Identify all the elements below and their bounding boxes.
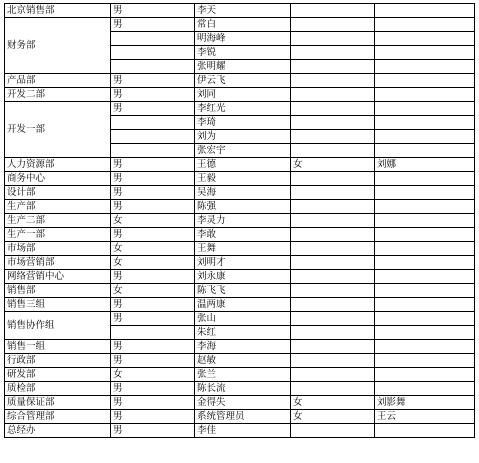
name-cell[interactable]: 李佳	[195, 424, 291, 438]
department-cell[interactable]: 销售一组	[5, 340, 111, 354]
name-cell[interactable]: 李海	[195, 340, 291, 354]
gender-cell[interactable]: 男	[111, 396, 195, 410]
gender-cell-2[interactable]	[291, 144, 375, 158]
name-cell[interactable]: 朱红	[195, 326, 291, 340]
name-cell[interactable]: 王德	[195, 158, 291, 172]
gender-cell[interactable]: 男	[111, 270, 195, 284]
gender-cell[interactable]: 女	[111, 214, 195, 228]
name-cell[interactable]: 温两康	[195, 298, 291, 312]
name-cell-2[interactable]	[375, 172, 475, 186]
table-row	[5, 200, 475, 214]
table-row	[5, 172, 475, 186]
table-row	[5, 158, 475, 172]
gender-cell-2[interactable]	[291, 60, 375, 74]
gender-cell-2[interactable]: 女	[291, 396, 375, 410]
table-row	[5, 242, 475, 256]
department-cell[interactable]: 销售协作组	[5, 312, 111, 340]
name-cell-2[interactable]	[375, 214, 475, 228]
name-cell-2[interactable]	[375, 186, 475, 200]
name-cell[interactable]: 刘为	[195, 130, 291, 144]
gender-cell-2[interactable]	[291, 74, 375, 88]
name-cell[interactable]: 王舞	[195, 242, 291, 256]
gender-cell[interactable]	[111, 144, 195, 158]
gender-cell-2[interactable]	[291, 228, 375, 242]
table-row	[5, 312, 475, 326]
department-cell[interactable]: 销售三组	[5, 298, 111, 312]
table-body	[5, 4, 475, 438]
table-row	[5, 284, 475, 298]
name-cell-2[interactable]	[375, 116, 475, 130]
table-row	[5, 256, 475, 270]
gender-cell[interactable]: 男	[111, 200, 195, 214]
gender-cell-2[interactable]	[291, 186, 375, 200]
name-cell[interactable]: 刘明才	[195, 256, 291, 270]
name-cell-2[interactable]	[375, 60, 475, 74]
name-cell[interactable]: 张兰	[195, 368, 291, 382]
gender-cell-2[interactable]: 女	[291, 158, 375, 172]
department-cell[interactable]: 开发一部	[5, 102, 111, 158]
gender-cell-2[interactable]	[291, 116, 375, 130]
name-cell[interactable]: 李锐	[195, 46, 291, 60]
name-cell[interactable]: 吴海	[195, 186, 291, 200]
name-cell[interactable]: 常白	[195, 18, 291, 32]
department-cell[interactable]: 研发部	[5, 368, 111, 382]
gender-cell-2[interactable]	[291, 256, 375, 270]
gender-cell[interactable]	[111, 46, 195, 60]
department-cell[interactable]: 商务中心	[5, 172, 111, 186]
table-row	[5, 424, 475, 438]
table-row	[5, 270, 475, 284]
table-row	[5, 354, 475, 368]
gender-cell-2[interactable]	[291, 368, 375, 382]
gender-cell-2[interactable]	[291, 298, 375, 312]
gender-cell[interactable]: 男	[111, 298, 195, 312]
name-cell-2[interactable]: 刘影舞	[375, 396, 475, 410]
name-cell[interactable]: 张宏宇	[195, 144, 291, 158]
gender-cell[interactable]: 男	[111, 312, 195, 326]
gender-cell[interactable]: 男	[111, 158, 195, 172]
table-row	[5, 382, 475, 396]
gender-cell[interactable]	[111, 130, 195, 144]
department-cell[interactable]: 销售部	[5, 284, 111, 298]
name-cell[interactable]: 金得失	[195, 396, 291, 410]
name-cell-2[interactable]	[375, 102, 475, 116]
name-cell[interactable]: 陈强	[195, 200, 291, 214]
name-cell-2[interactable]	[375, 340, 475, 354]
name-cell-2[interactable]: 刘娜	[375, 158, 475, 172]
gender-cell[interactable]: 男	[111, 340, 195, 354]
gender-cell[interactable]: 男	[111, 410, 195, 424]
gender-cell[interactable]: 男	[111, 424, 195, 438]
table-row	[5, 4, 475, 18]
name-cell[interactable]: 王毅	[195, 172, 291, 186]
name-cell-2[interactable]	[375, 130, 475, 144]
gender-cell-2[interactable]	[291, 172, 375, 186]
gender-cell-2[interactable]	[291, 340, 375, 354]
gender-cell[interactable]: 男	[111, 354, 195, 368]
gender-cell-2[interactable]	[291, 88, 375, 102]
gender-cell[interactable]: 女	[111, 256, 195, 270]
department-cell[interactable]: 生产二部	[5, 214, 111, 228]
gender-cell-2[interactable]	[291, 130, 375, 144]
table-row	[5, 214, 475, 228]
gender-cell[interactable]	[111, 32, 195, 46]
department-cell[interactable]: 产品部	[5, 74, 111, 88]
gender-cell[interactable]: 女	[111, 284, 195, 298]
gender-cell[interactable]: 男	[111, 4, 195, 18]
name-cell-2[interactable]	[375, 354, 475, 368]
name-cell-2[interactable]	[375, 298, 475, 312]
table-row	[5, 102, 475, 116]
name-cell-2[interactable]: 王云	[375, 410, 475, 424]
name-cell[interactable]: 李天	[195, 4, 291, 18]
department-cell[interactable]: 设计部	[5, 186, 111, 200]
gender-cell[interactable]: 男	[111, 74, 195, 88]
gender-cell-2[interactable]	[291, 270, 375, 284]
gender-cell-2[interactable]	[291, 424, 375, 438]
gender-cell-2[interactable]	[291, 214, 375, 228]
name-cell-2[interactable]	[375, 312, 475, 326]
name-cell-2[interactable]	[375, 228, 475, 242]
name-cell-2[interactable]	[375, 256, 475, 270]
department-cell[interactable]: 网络营销中心	[5, 270, 111, 284]
table-row	[5, 298, 475, 312]
gender-cell-2[interactable]	[291, 200, 375, 214]
name-cell[interactable]: 刘永康	[195, 270, 291, 284]
department-cell[interactable]: 总经办	[5, 424, 111, 438]
name-cell-2[interactable]	[375, 326, 475, 340]
name-cell-2[interactable]	[375, 424, 475, 438]
department-cell[interactable]: 质检部	[5, 382, 111, 396]
gender-cell-2[interactable]	[291, 312, 375, 326]
name-cell[interactable]: 系统管理员	[195, 410, 291, 424]
table-row	[5, 228, 475, 242]
table-row	[5, 340, 475, 354]
gender-cell[interactable]: 男	[111, 18, 195, 32]
name-cell-2[interactable]	[375, 200, 475, 214]
department-staff-table	[4, 3, 475, 438]
name-cell-2[interactable]	[375, 46, 475, 60]
gender-cell[interactable]	[111, 326, 195, 340]
gender-cell[interactable]: 男	[111, 172, 195, 186]
name-cell[interactable]: 李琦	[195, 116, 291, 130]
name-cell[interactable]: 陈长流	[195, 382, 291, 396]
name-cell[interactable]: 伊云飞	[195, 74, 291, 88]
gender-cell-2[interactable]	[291, 4, 375, 18]
table-row	[5, 186, 475, 200]
gender-cell[interactable]: 男	[111, 88, 195, 102]
department-cell[interactable]: 行政部	[5, 354, 111, 368]
department-cell[interactable]: 生产部	[5, 200, 111, 214]
name-cell[interactable]: 陈飞飞	[195, 284, 291, 298]
gender-cell[interactable]	[111, 60, 195, 74]
gender-cell-2[interactable]	[291, 46, 375, 60]
gender-cell[interactable]: 男	[111, 186, 195, 200]
name-cell-2[interactable]	[375, 74, 475, 88]
department-cell[interactable]: 市场营销部	[5, 256, 111, 270]
name-cell-2[interactable]	[375, 88, 475, 102]
gender-cell-2[interactable]	[291, 284, 375, 298]
name-cell-2[interactable]	[375, 270, 475, 284]
gender-cell[interactable]: 男	[111, 228, 195, 242]
department-cell[interactable]: 北京销售部	[5, 4, 111, 18]
department-cell[interactable]: 开发二部	[5, 88, 111, 102]
department-cell[interactable]: 人力资源部	[5, 158, 111, 172]
name-cell-2[interactable]	[375, 368, 475, 382]
name-cell[interactable]: 明海峰	[195, 32, 291, 46]
gender-cell-2[interactable]	[291, 18, 375, 32]
department-cell[interactable]: 生产一部	[5, 228, 111, 242]
table-row	[5, 396, 475, 410]
gender-cell-2[interactable]: 女	[291, 410, 375, 424]
name-cell-2[interactable]	[375, 144, 475, 158]
gender-cell[interactable]: 女	[111, 242, 195, 256]
gender-cell[interactable]: 女	[111, 368, 195, 382]
name-cell[interactable]: 李敢	[195, 228, 291, 242]
department-cell[interactable]: 市场部	[5, 242, 111, 256]
table-row	[5, 18, 475, 32]
name-cell[interactable]: 张明耀	[195, 60, 291, 74]
table-row	[5, 368, 475, 382]
table-row	[5, 88, 475, 102]
gender-cell[interactable]	[111, 116, 195, 130]
name-cell[interactable]: 李红光	[195, 102, 291, 116]
gender-cell-2[interactable]	[291, 102, 375, 116]
gender-cell[interactable]: 男	[111, 382, 195, 396]
table-row	[5, 410, 475, 424]
gender-cell-2[interactable]	[291, 354, 375, 368]
name-cell-2[interactable]	[375, 32, 475, 46]
name-cell[interactable]: 刘同	[195, 88, 291, 102]
name-cell-2[interactable]	[375, 18, 475, 32]
name-cell[interactable]: 赵敏	[195, 354, 291, 368]
name-cell-2[interactable]	[375, 382, 475, 396]
gender-cell-2[interactable]	[291, 382, 375, 396]
gender-cell-2[interactable]	[291, 32, 375, 46]
name-cell-2[interactable]	[375, 242, 475, 256]
gender-cell-2[interactable]	[291, 242, 375, 256]
name-cell[interactable]: 张山	[195, 312, 291, 326]
name-cell-2[interactable]	[375, 4, 475, 18]
gender-cell[interactable]: 男	[111, 102, 195, 116]
department-cell[interactable]: 财务部	[5, 18, 111, 74]
name-cell-2[interactable]	[375, 284, 475, 298]
table-row	[5, 74, 475, 88]
gender-cell-2[interactable]	[291, 326, 375, 340]
department-cell[interactable]: 综合管理部	[5, 410, 111, 424]
department-cell[interactable]: 质量保证部	[5, 396, 111, 410]
name-cell[interactable]: 李灵力	[195, 214, 291, 228]
